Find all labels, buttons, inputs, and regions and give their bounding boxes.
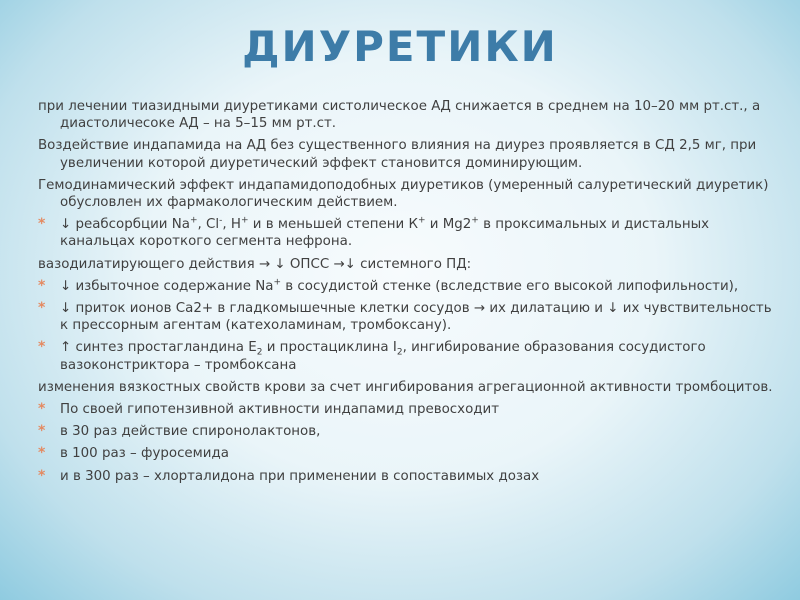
subscript: 2 bbox=[396, 348, 403, 359]
text-run: , ингибирование образования сосудистого вазоконстриктора – тромбоксана bbox=[60, 340, 706, 373]
text-run: ↓ избыточное содержание Na bbox=[60, 278, 274, 294]
text-run: изменения вязкостных свойств крови за счет ингибирования агрегационной активности тромбоцитов. bbox=[38, 379, 773, 395]
bullet-star-icon: * bbox=[38, 339, 46, 356]
bullet-star-icon: * bbox=[38, 300, 46, 317]
text-run: вазодилатирующего действия → ↓ ОПСС →↓ системного ПД: bbox=[38, 256, 472, 272]
text-run: при лечении тиазидными диуретиками систолическое АД снижается в среднем на 10–20 мм рт.ст., а диастоличесоке АД – на 5–15 мм рт.ст. bbox=[38, 99, 761, 132]
paragraph-indapamide-dose bbox=[38, 137, 780, 171]
slide-body bbox=[38, 98, 780, 490]
text-run: ↑ синтез простагландина Е bbox=[60, 340, 257, 356]
bullet-star-icon: * bbox=[38, 401, 46, 418]
text-run: Воздействие индапамида на АД без существенного влияния на диурез проявляется в СД 2,5 мг, при увеличении которой диуретический эффект становится доминирующим. bbox=[38, 138, 757, 171]
text-run: По своей гипотензивной активности индапамид превосходит bbox=[60, 402, 500, 418]
bullet-star-icon: * bbox=[38, 467, 46, 484]
text-run: Гемодинамический эффект индапамидоподобных диуретиков (умеренный салуретический диуретик) обусловлен их фармакологическим действием. bbox=[38, 177, 769, 211]
text-run: ↓ реабсорбции Na bbox=[60, 217, 190, 233]
superscript: - bbox=[219, 215, 223, 226]
bullet-star-icon: * bbox=[38, 216, 46, 233]
paragraph-blood-viscosity bbox=[38, 379, 780, 396]
bullet-prostaglandin bbox=[38, 339, 780, 373]
slide-title: ДИУРЕТИКИ bbox=[242, 22, 558, 71]
subscript: 2 bbox=[256, 348, 263, 359]
paragraph-thiazide-effect bbox=[38, 98, 780, 132]
bullet-sodium-content bbox=[38, 278, 780, 295]
bullet-star-icon: * bbox=[38, 423, 46, 440]
bullet-reabsorption bbox=[38, 216, 780, 250]
text-run: ↓ приток ионов Са2+ в гладкомышечные клетки сосудов → их дилатацию и ↓ их чувствительность к прессорным агентам (катехоламинам, тромбоксану). bbox=[60, 301, 772, 334]
bullet-spironolactone bbox=[38, 423, 780, 440]
paragraph-vasodilation bbox=[38, 256, 780, 273]
superscript: + bbox=[273, 277, 282, 288]
text-run: , H bbox=[222, 217, 241, 233]
superscript: + bbox=[190, 215, 198, 226]
text-run: и Mg2 bbox=[425, 217, 472, 233]
text-run: , Cl bbox=[197, 217, 220, 233]
superscript: + bbox=[417, 215, 426, 226]
bullet-furosemide bbox=[38, 445, 780, 462]
text-run: в 30 раз действие спиронолактонов, bbox=[60, 424, 321, 440]
text-run: и в 300 раз – хлорталидона при применении в сопоставимых дозах bbox=[60, 468, 540, 484]
bullet-star-icon: * bbox=[38, 277, 46, 294]
bullet-hypotensive-activity bbox=[38, 401, 780, 418]
text-run: и в меньшей степени К bbox=[248, 217, 418, 233]
bullet-calcium-inflow bbox=[38, 300, 780, 334]
superscript: + bbox=[471, 215, 479, 226]
bullet-chlorthalidone bbox=[38, 468, 780, 485]
text-run: в 100 раз – фуросемида bbox=[60, 446, 229, 462]
bullet-star-icon: * bbox=[38, 445, 46, 462]
text-run: в сосудистой стенке (вследствие его высокой липофильности), bbox=[281, 278, 739, 294]
text-run: в проксимальных и дистальных канальцах короткого сегмента нефрона. bbox=[60, 217, 710, 250]
text-run: и простациклина I bbox=[262, 340, 397, 356]
paragraph-hemodynamic-effect bbox=[38, 177, 780, 211]
superscript: + bbox=[240, 215, 249, 226]
